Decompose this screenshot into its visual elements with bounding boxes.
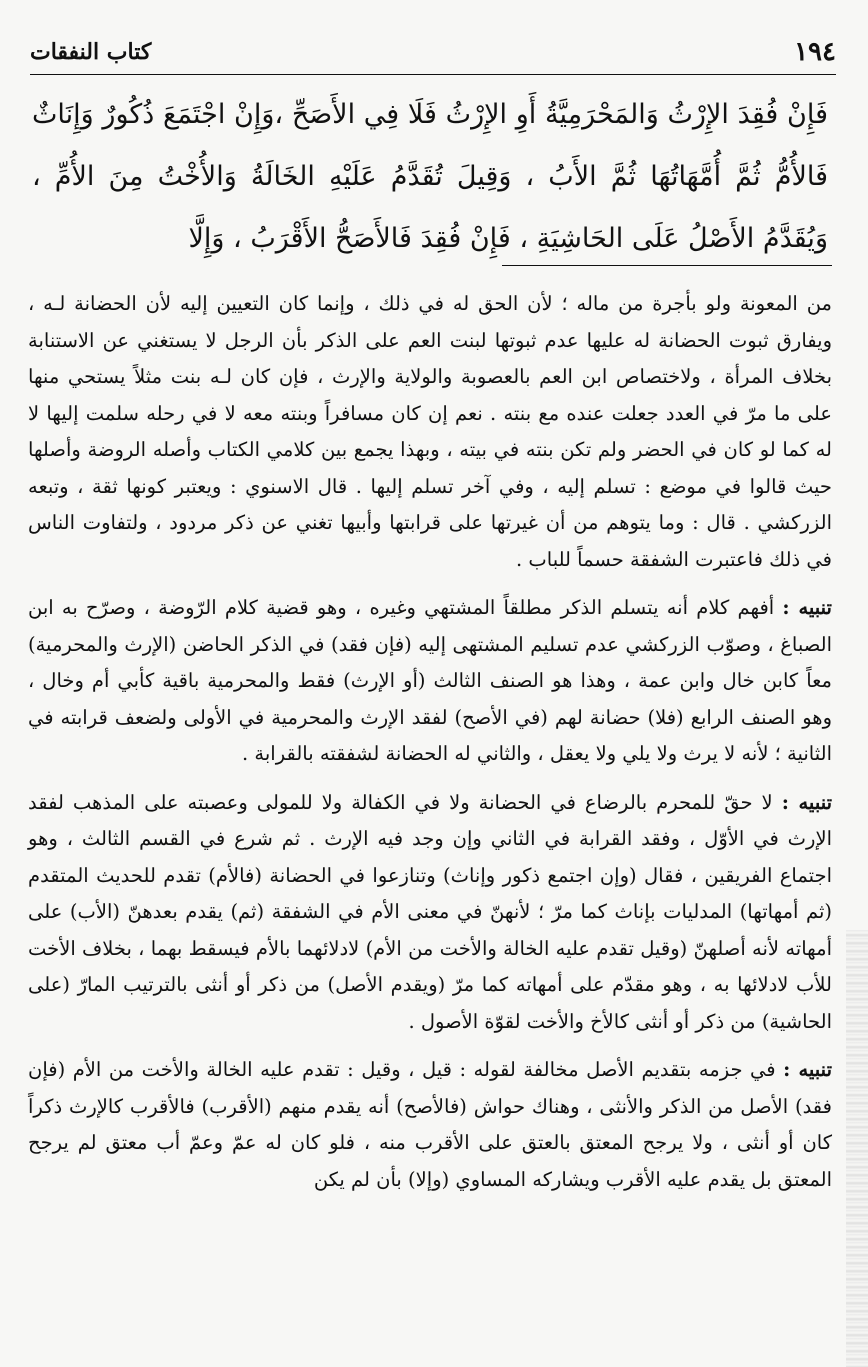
tanbih-heading: تنبيه : <box>782 596 832 619</box>
tanbih-heading: تنبيه : <box>783 1058 832 1081</box>
tanbih-paragraph <box>28 590 832 773</box>
commentary <box>28 286 832 1210</box>
footnote-separator <box>502 265 832 266</box>
main-text: فَإِنْ فُقِدَ الإِرْثُ وَالمَحْرَمِيَّةُ أَوِ الإِرْثُ فَلَا فِي الأَصَحِّ ،وَإِنْ اجْتَمَعَ ذُكُورٌ وَإِنَاثٌ فَالأُمُّ ثُمَّ أُمَّهَاتُهَا ثُمَّ الأَبُ ، وَقِيلَ تُقَدَّمُ عَلَيْهِ الخَالَةُ وَالأُخْتُ مِنَ الأُمِّ ، وَيُقَدَّمُ الأَصْلُ عَلَى الحَاشِيَةِ ، فَإِنْ فُقِدَ فَالأَصَحُّ الأَقْرَبُ ، وَإِلَّا <box>32 99 828 254</box>
running-title: كتاب النفقات <box>30 39 152 65</box>
tanbih-paragraph <box>28 1052 832 1198</box>
scan-edge <box>846 930 868 1367</box>
tanbih-text: أفهم كلام أنه يتسلم الذكر مطلقاً المشتهي وغيره ، وهو قضية كلام الرّوضة ، وصرّح به ابن الصباغ ، وصوّب الزركشي عدم تسليم المشتهى إليه (فإن فقد) في الذكر الحاضن (الإرث والمحرمية) معاً كابن خال وابن عمة ، وهذا هو الصنف الثالث (أو الإرث) فقط والمحرمية باقية كأبي أم وخال ، وهو الصنف الرابع (فلا) حضانة لهم (في الأصح) لفقد الإرث والمحرمية في الأولى ولضعف قرابته في الثانية ؛ لأنه لا يرث ولا يلي ولا يعقل ، والثاني له الحضانة لشفقته بالقرابة . <box>28 596 832 765</box>
tanbih-paragraph <box>28 785 832 1041</box>
page-header <box>30 30 836 75</box>
page-number: ١٩٤ <box>794 37 836 67</box>
tanbih-heading: تنبيه : <box>781 790 833 814</box>
commentary-text: من المعونة ولو بأجرة من ماله ؛ لأن الحق له في ذلك ، وإنما كان التعيين إليه لأن الحضانة لـه ، ويفارق ثبوت الحضانة له عليها عدم ثبوتها لبنت العم على الذكر بأن الرجل لا يستغني عن الاستنابة بخلاف المرأة ، ولاختصاص ابن العم بالعصوبة والولاية والإرث ، فإن كان لـه بنت مثلاً يستحي منها على ما مرّ في العدد جعلت عنده مع بنته . نعم إن كان مسافراً وبنته معه لا في رحله سلمت إليها لا له كما لو كان في الحضر ولم تكن بنته في بيته ، وبهذا يجمع بين كلامي الكتاب وأصله الروضة وأصلها حيث قالوا في موضع : تسلم إليه ، وفي آخر تسلم إليها . قال الاسنوي : ويعتبر كونها ثقة ، وتبعه الزركشي . قال : وما يتوهم من أن غيرتها على قرابتها وأبيها تغني عن ذكر مردود ، ولتفاوت الناس في ذلك فاعتبرت الشفقة حسماً للباب . <box>28 292 832 571</box>
commentary-paragraph <box>28 286 832 578</box>
tanbih-text: في جزمه بتقديم الأصل مخالفة لقوله : قيل ، وقيل : تقدم عليه الخالة والأخت من الأم (فإن فقد) الأصل من الذكر والأنثى ، وهناك حواش (فالأصح) أنه يقدم منهم (الأقرب) فالأقرب كالإرث ذكراً كان أو أنثى ، ولا يرجح المعتق بالعتق على الأقرب منه ، فلو كان له عمّ وعمّ أب معتق لم يرجح المعتق بل يقدم عليه الأقرب ويشاركه المساوي (وإلا) بأن لم يكن <box>28 1058 832 1191</box>
tanbih-text: لا حقّ للمحرم بالرضاع في الحضانة ولا في الكفالة ولا للمولى وعصبته على المذهب لفقد الإرث في الأوّل ، وفقد القرابة في الثاني وإن وجد فيه الإرث . ثم شرع في القسم الثالث ، وهو اجتماع الفريقين ، فقال (وإن اجتمع ذكور وإناث) وتنازعوا في الحضانة (فالأم) تقدم للحديث المتقدم (ثم أمهاتها) المدليات بإناث كما مرّ ؛ لأنهنّ في معنى الأم في الشفقة (ثم) يقدم بعدهنّ (الأب) على أمهاته لأنه أصلهنّ (وقيل تقدم عليه الخالة والأخت من الأم) لادلائهما بالأم فيسقط بهما ، بخلاف الأخت للأب لادلائها به ، وهو مقدّم على أمهاته كما مرّ (ويقدم الأصل) من ذكر أو أنثى بالترتيب المارّ (على الحاشية) من ذكر أو أنثى كالأخ والأخت لقوّة الأصول . <box>28 790 832 1033</box>
